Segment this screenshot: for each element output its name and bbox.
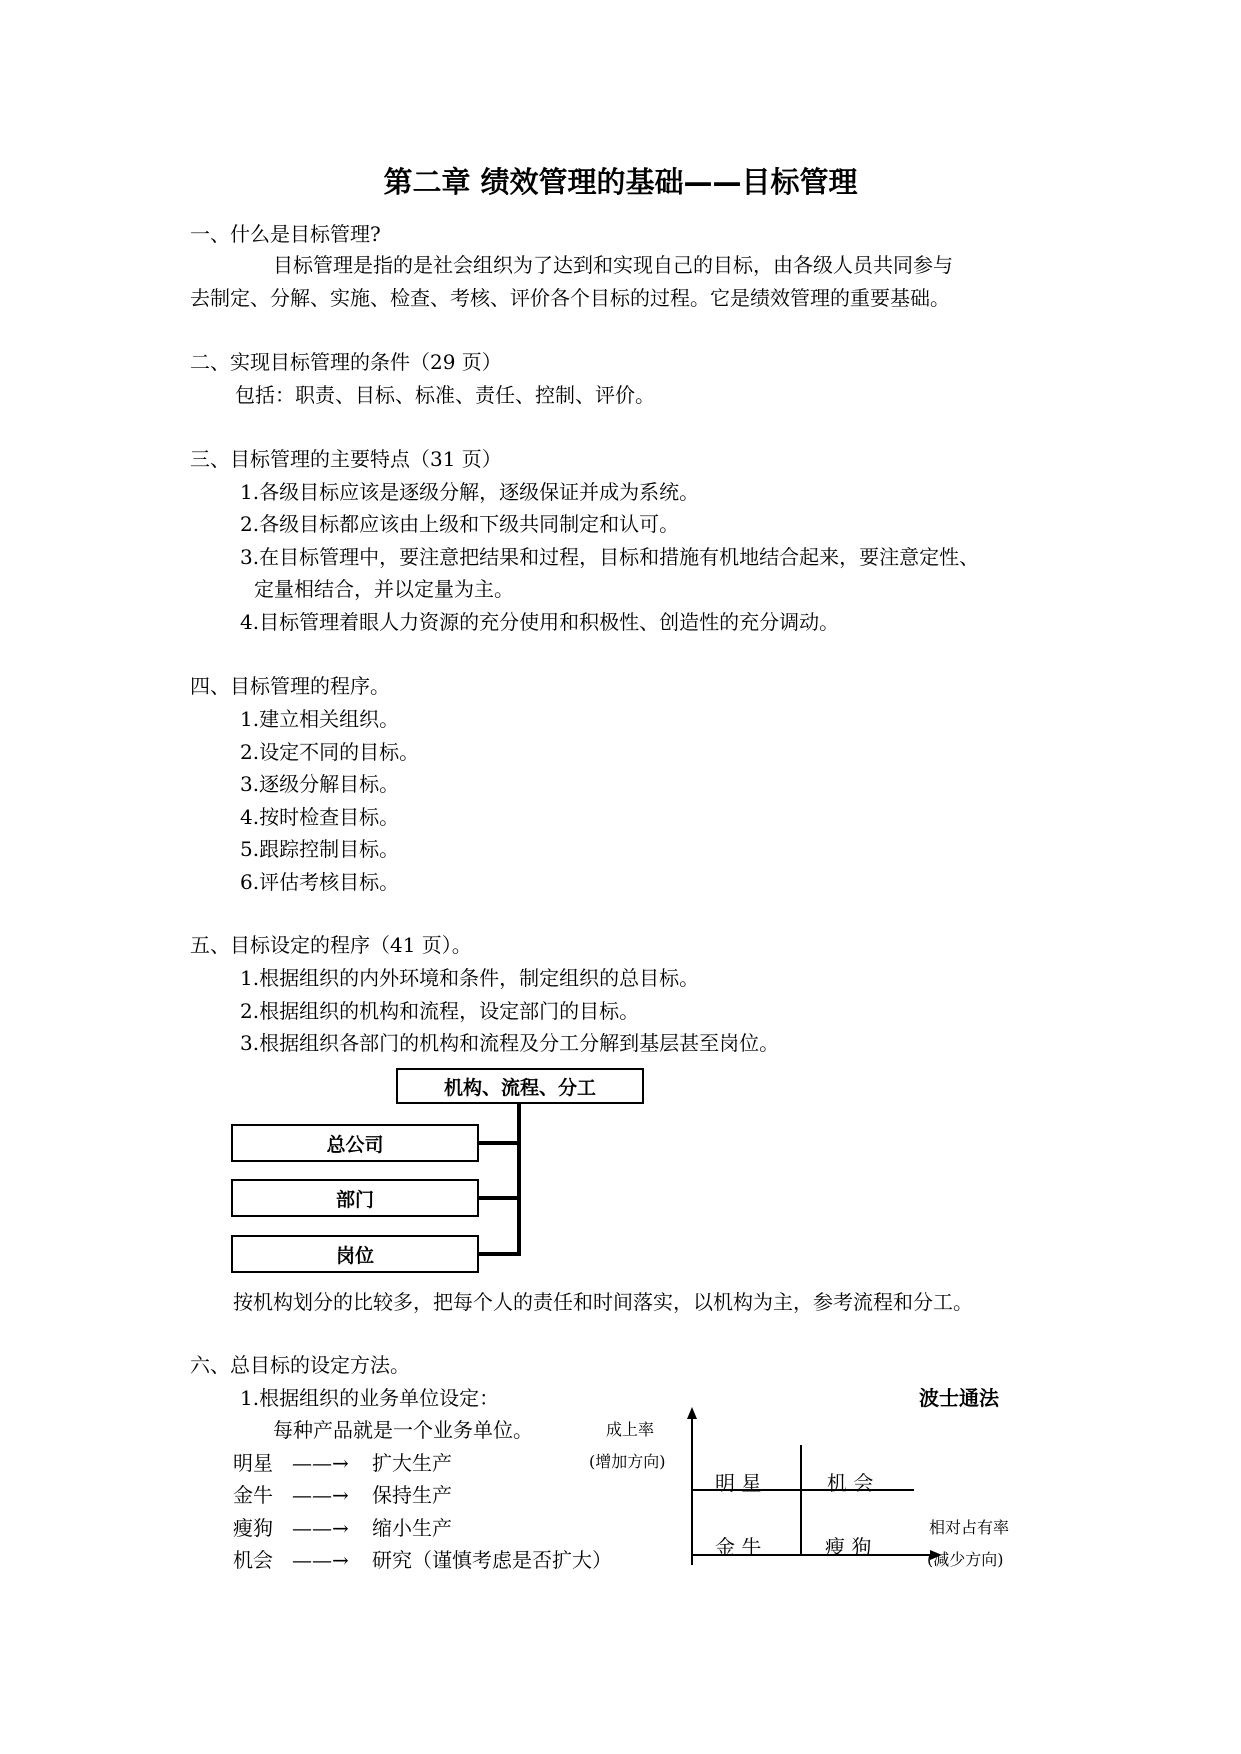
diagram-box-department: 部门 (231, 1179, 479, 1217)
section-4-item: 2.设定不同的目标。 (240, 740, 420, 764)
section-3-heading: 三、目标管理的主要特点（31 页） (190, 447, 502, 471)
section-5-heading: 五、目标设定的程序（41 页）。 (190, 933, 472, 957)
matrix-x-label: 相对占有率 (929, 1518, 1010, 1537)
section-2-heading: 二、实现目标管理的条件（29 页） (190, 350, 502, 374)
arrow-icon: ——→ (292, 1451, 349, 1475)
section-6-heading: 六、总目标的设定方法。 (190, 1353, 410, 1377)
strategy-category: 明星 (233, 1451, 273, 1475)
strategy-category: 机会 (233, 1548, 273, 1572)
section-3-item: 2.各级目标都应该由上级和下级共同制定和认可。 (240, 512, 680, 536)
arrow-up-icon (687, 1407, 697, 1419)
strategy-action: 扩大生产 (372, 1451, 452, 1475)
diagram-connector-line (479, 1141, 521, 1145)
section-3-item: 1.各级目标应该是逐级分解，逐级保证并成为系统。 (240, 480, 700, 504)
matrix-y-direction: (增加方向) (589, 1452, 666, 1471)
diagram-top-box: 机构、流程、分工 (396, 1068, 644, 1104)
section-6-subitem: 每种产品就是一个业务单位。 (273, 1418, 533, 1442)
matrix-quadrant-dog: 瘦 狗 (825, 1535, 872, 1559)
section-5-item: 1.根据组织的内外环境和条件，制定组织的总目标。 (240, 966, 700, 990)
section-3-item-continuation: 定量相结合，并以定量为主。 (254, 577, 514, 601)
strategy-action: 研究（谨慎考虑是否扩大） (372, 1548, 612, 1572)
matrix-y-label: 成上率 (606, 1420, 655, 1439)
page-title: 第二章 绩效管理的基础——目标管理 (383, 165, 858, 199)
section-3-item: 4.目标管理着眼人力资源的充分使用和积极性、创造性的充分调动。 (240, 610, 840, 634)
section-2-body: 包括：职责、目标、标准、责任、控制、评价。 (235, 383, 655, 407)
diagram-connector-line (479, 1196, 521, 1200)
strategy-action: 保持生产 (372, 1483, 452, 1507)
strategy-action: 缩小生产 (372, 1516, 452, 1540)
section-1-paragraph-line-1: 目标管理是指的是社会组织为了达到和实现自己的目标，由各级人员共同参与 (273, 253, 953, 277)
section-5-item: 3.根据组织各部门的机构和流程及分工分解到基层甚至岗位。 (240, 1031, 780, 1055)
diagram-box-head-office: 总公司 (231, 1124, 479, 1162)
section-6-item: 1.根据组织的业务单位设定： (240, 1386, 500, 1410)
matrix-quadrant-star: 明 星 (715, 1471, 762, 1495)
section-4-item: 3.逐级分解目标。 (240, 772, 400, 796)
section-5-note: 按机构划分的比较多，把每个人的责任和时间落实，以机构为主，参考流程和分工。 (233, 1290, 973, 1314)
section-5-item: 2.根据组织的机构和流程，设定部门的目标。 (240, 999, 640, 1023)
diagram-vertical-connector (517, 1104, 521, 1256)
matrix-x-direction: (减少方向) (927, 1550, 1004, 1569)
arrow-icon: ——→ (292, 1548, 349, 1572)
matrix-quadrant-cash-cow: 金 牛 (715, 1535, 762, 1559)
strategy-category: 金牛 (233, 1483, 273, 1507)
section-4-item: 1.建立相关组织。 (240, 707, 400, 731)
matrix-title: 波士通法 (919, 1386, 999, 1410)
section-1-heading: 一、什么是目标管理? (190, 222, 381, 246)
arrow-icon: ——→ (292, 1483, 349, 1507)
strategy-category: 瘦狗 (233, 1516, 273, 1540)
section-4-item: 5.跟踪控制目标。 (240, 837, 400, 861)
section-4-item: 4.按时检查目标。 (240, 805, 400, 829)
section-3-item: 3.在目标管理中，要注意把结果和过程，目标和措施有机地结合起来，要注意定性、 (240, 545, 980, 569)
matrix-quadrant-opportunity: 机 会 (827, 1471, 874, 1495)
diagram-box-position: 岗位 (231, 1235, 479, 1273)
section-4-item: 6.评估考核目标。 (240, 870, 400, 894)
section-4-heading: 四、目标管理的程序。 (190, 674, 390, 698)
arrow-icon: ——→ (292, 1516, 349, 1540)
diagram-connector-line (479, 1252, 521, 1256)
section-1-paragraph-line-2: 去制定、分解、实施、检查、考核、评价各个目标的过程。它是绩效管理的重要基础。 (190, 286, 950, 310)
